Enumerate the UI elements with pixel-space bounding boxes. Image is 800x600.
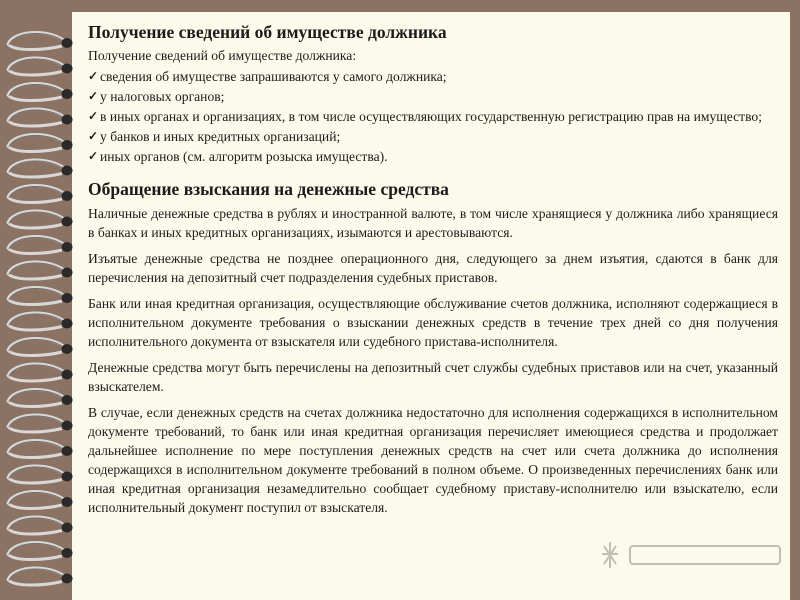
spiral-ring-icon [8,440,73,457]
spiral-ring-icon [8,466,73,483]
spiral-ring-icon [8,491,73,508]
paragraph: Банк или иная кредитная организация, осуществляющие обслуживание счетов должника, исполняют содержащиеся в исполнительном документе требования о взыскании денежных средств в течение трех дней со дня получения исполнительного документа от взыскателя или судебного пристава-исполнителя. [88,296,778,349]
section-intro: Получение сведений об имуществе должника: [88,48,357,63]
spiral-ring-icon [8,83,73,100]
checkmark-icon: ✓ [88,109,99,123]
section-title-property-info: Получение сведений об имуществе должника [88,22,447,42]
property-sources-list [88,67,778,166]
spiral-ring-icon [8,287,73,304]
spiral-ring-icon [8,134,73,151]
spiral-binding [0,0,90,600]
list-item: ✓ у налоговых органов; [88,89,225,104]
slide-content [88,22,778,524]
spiral-ring-icon [8,160,73,177]
spiral-ring-icon [8,262,73,279]
spiral-ring-icon [8,415,73,432]
list-item: ✓ в иных органах и организациях, в том числе осуществляющих государственную регистрацию прав на имущество; [88,109,763,124]
watermark-logo-icon [596,536,786,576]
spiral-ring-icon [8,109,73,126]
list-item: ✓ сведения об имуществе запрашиваются у самого должника; [88,69,447,84]
paragraph: Наличные денежные средства в рублях и иностранной валюте, в том числе хранящиеся у должника либо хранящиеся в банках и иных кредитных организациях, изымаются и арестовываются. [88,206,778,240]
spiral-ring-icon [8,58,73,75]
list-item: ✓ иных органов (см. алгоритм розыска имущества). [88,149,388,164]
checkmark-icon: ✓ [88,129,99,143]
spiral-ring-icon [8,313,73,330]
spiral-ring-icon [8,211,73,228]
spiral-ring-icon [8,542,73,559]
spiral-ring-icon [8,389,73,406]
spiral-ring-icon [8,568,73,585]
paragraph: Денежные средства могут быть перечислены на депозитный счет службы судебных приставов или на счет, указанный взыскателем. [88,360,778,394]
paragraph: В случае, если денежных средств на счетах должника недостаточно для исполнения содержащихся в исполнительном документе требований, то банк или иная кредитная организация перечисляет имеющиеся средства и продолжает дальнейшее исполнение по мере поступления денежных средств на счет или счета должника до исполнения содержащихся в исполнительном документе требований в полном объеме. О произведенных перечислениях банк или иная кредитная организация незамедлительно сообщает судебному приставу-исполнителю или взыскателю, если исполнительный документ поступил от взыскателя. [88,405,778,515]
spiral-ring-icon [8,32,73,49]
list-item: ✓ у банков и иных кредитных организаций; [88,129,341,144]
spiral-ring-icon [8,364,73,381]
checkmark-icon: ✓ [88,89,99,103]
paragraph: Изъятые денежные средства не позднее операционного дня, следующего за днем изъятия, сдаются в банк для перечисления на депозитный счет подразделения судебных приставов. [88,251,778,285]
spiral-ring-icon [8,185,73,202]
spiral-ring-icon [8,517,73,534]
spiral-ring-icon [8,236,73,253]
spiral-ring-icon [8,338,73,355]
checkmark-icon: ✓ [88,69,99,83]
section-title-cash-seizure: Обращение взыскания на денежные средства [88,179,449,199]
checkmark-icon: ✓ [88,149,99,163]
